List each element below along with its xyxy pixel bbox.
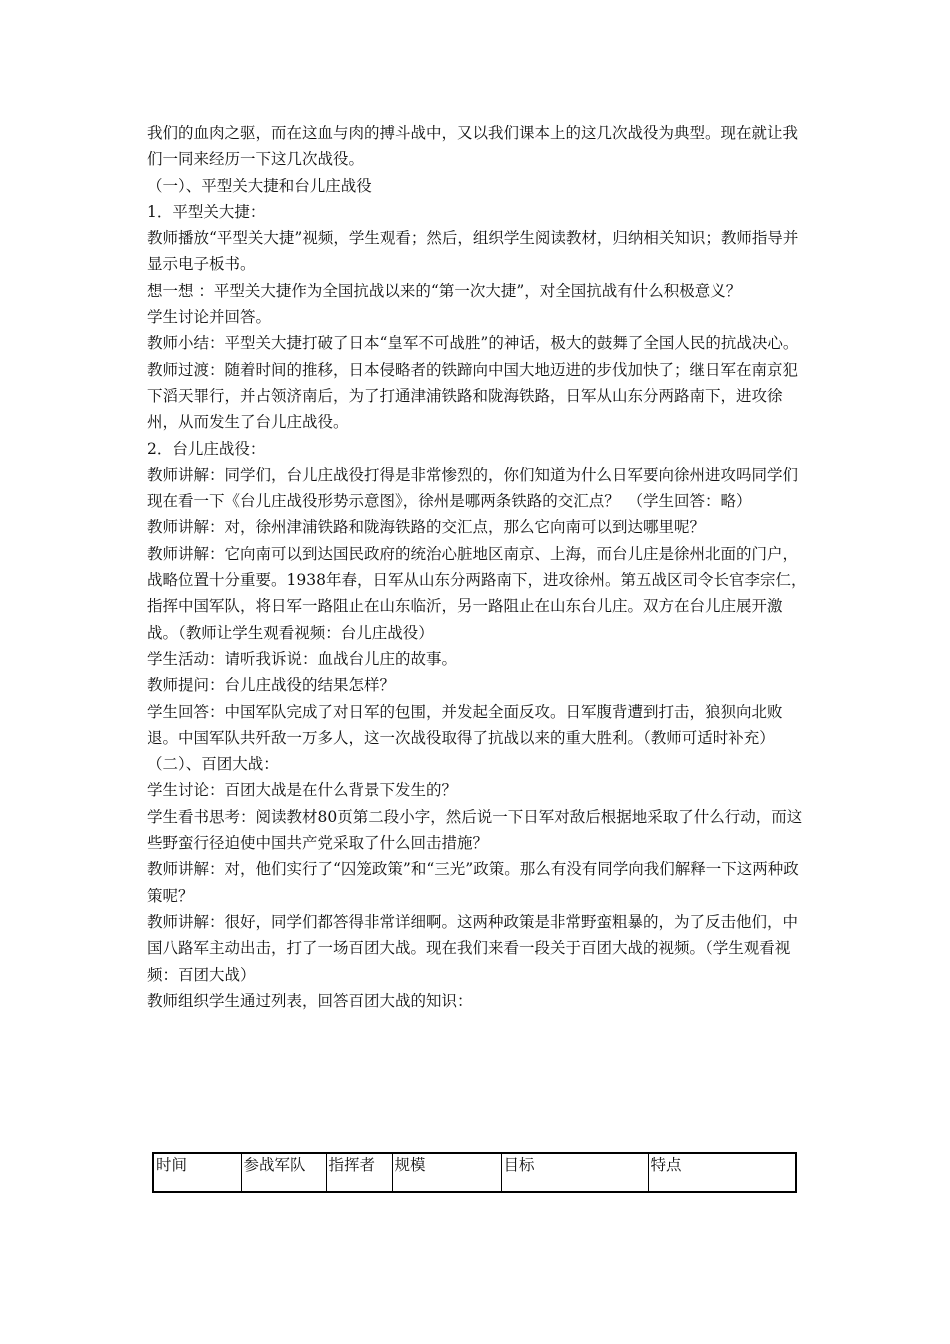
paragraph: 学生活动：请听我诉说：血战台儿庄的故事。 xyxy=(147,649,458,668)
paragraph: 学生回答：中国军队完成了对日军的包围，并发起全面反攻。日军腹背遭到打击，狼狈向北败退。中国军队共歼敌一万多人，这一次战役取得了抗战以来的重大胜利。（教师可适时补充） xyxy=(147,702,783,747)
paragraph: 学生讨论：百团大战是在什么背景下发生的？ xyxy=(147,781,458,800)
table-header-cell: 时间 xyxy=(156,1156,188,1174)
table-header-row xyxy=(154,1154,795,1191)
table-header-cell: 指挥者 xyxy=(326,1154,392,1191)
document-body xyxy=(147,120,812,1014)
paragraph: 学生看书思考：阅读教材80页第二段小字，然后说一下日军对敌后根据地采取了什么行动，而这些野蛮行径迫使中国共产党采取了什么回击措施？ xyxy=(147,807,803,853)
paragraph-table-intro: 教师组织学生通过列表，回答百团大战的知识： xyxy=(147,991,473,1010)
table-header-cell: 参战军队 xyxy=(241,1154,326,1191)
table-header-cell: 目标 xyxy=(501,1154,648,1191)
paragraph-intro: 我们的血肉之驱，而在这血与肉的搏斗战中，又以我们课本上的这几次战役为典型。现在就让我们一同来经历一下这几次战役。 xyxy=(147,124,799,169)
paragraph: 教师讲解：它向南可以到达国民政府的统治心脏地区南京、上海，而台儿庄是徐州北面的门户，战略位置十分重要。1938年春，日军从山东分两路南下，进攻徐州。第五战区司令长官李宗仁，指挥中国军队，将日军一路阻止在山东临沂，另一路阻止在山东台儿庄。双方在台儿庄展开激战。（教师让学生观看视频：台儿庄战役） xyxy=(147,544,807,642)
subheading-taierzhuang: 2．台儿庄战役： xyxy=(147,439,266,458)
subheading-pingxingguan: 1．平型关大捷： xyxy=(147,202,266,221)
paragraph: 教师讲解：同学们，台儿庄战役打得是非常惨烈的，你们知道为什么日军要向徐州进攻吗同学们现在看一下《台儿庄战役形势示意图》，徐州是哪两条铁路的交汇点？ （学生回答：略） xyxy=(147,465,799,511)
table-header-cell: 规模 xyxy=(392,1154,501,1191)
paragraph: 教师讲解：对，他们实行了“囚笼政策”和“三光”政策。那么有没有同学向我们解释一下这两种政策呢？ xyxy=(147,860,799,905)
section-heading-2: （二）、百团大战： xyxy=(147,755,279,774)
paragraph: 教师讲解：很好，同学们都答得非常详细啊。这两种政策是非常野蛮粗暴的，为了反击他们，中国八路军主动出击，打了一场百团大战。现在我们来看一段关于百团大战的视频。（学生观看视频：百团大战） xyxy=(147,912,799,984)
paragraph: 教师过渡：随着时间的推移，日本侵略者的铁蹄向中国大地迈进的步伐加快了；继日军在南京犯下滔天罪行，并占领济南后，为了打通津浦铁路和陇海铁路，日军从山东分两路南下，进攻徐州，从而发生了台儿庄战役。 xyxy=(147,360,799,432)
table-header-cell: 特点 xyxy=(648,1154,795,1191)
section-heading-1: （一）、平型关大捷和台儿庄战役 xyxy=(147,176,372,195)
paragraph: 学生讨论并回答。 xyxy=(147,308,272,327)
hundred-regiments-table xyxy=(152,1152,797,1193)
paragraph: 教师小结：平型关大捷打破了日本“皇军不可战胜”的神话，极大的鼓舞了全国人民的抗战决心。 xyxy=(147,334,799,353)
paragraph: 教师播放“平型关大捷”视频，学生观看；然后，组织学生阅读教材，归纳相关知识；教师指导并显示电子板书。 xyxy=(147,229,799,274)
paragraph: 教师讲解：对，徐州津浦铁路和陇海铁路的交汇点，那么它向南可以到达哪里呢？ xyxy=(147,518,706,537)
paragraph: 教师提问：台儿庄战役的结果怎样？ xyxy=(147,676,396,695)
paragraph: 想一想 ：平型关大捷作为全国抗战以来的“第一次大捷”，对全国抗战有什么积极意义？ xyxy=(147,281,742,300)
